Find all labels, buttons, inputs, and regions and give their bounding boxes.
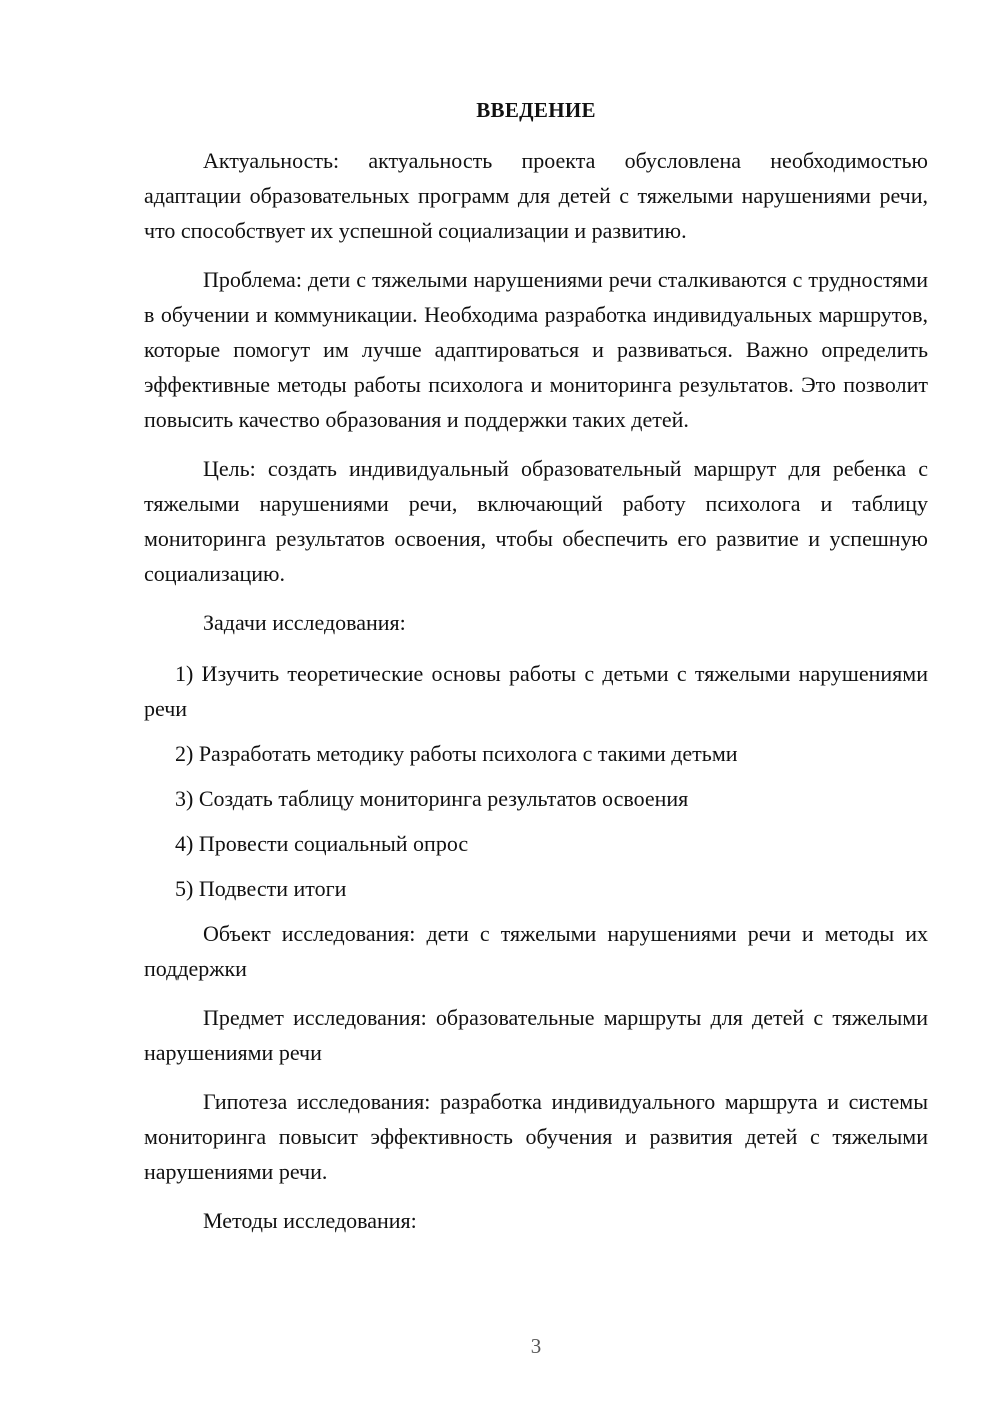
hypothesis-paragraph: Гипотеза исследования: разработка индивидуального маршрута и системы мониторинга повысит эффективность обучения и развития детей с тяжелыми нарушениями речи. bbox=[144, 1089, 928, 1184]
goal-paragraph: Цель: создать индивидуальный образовательный маршрут для ребенка с тяжелыми нарушениями речи, включающий работу психолога и таблицу мониторинга результатов освоения, чтобы обеспечить его развитие и успешную социализацию. bbox=[144, 456, 928, 586]
tasks-heading: Задачи исследования: bbox=[203, 610, 406, 635]
methods-heading: Методы исследования: bbox=[203, 1208, 417, 1233]
relevance-paragraph: Актуальность: актуальность проекта обусловлена необходимостью адаптации образовательных программ для детей с тяжелыми нарушениями речи, что способствует их успешной социализации и развитию. bbox=[144, 148, 928, 243]
task-item: 4) Провести социальный опрос bbox=[175, 831, 469, 856]
task-item: 2) Разработать методику работы психолога с такими детьми bbox=[175, 741, 738, 766]
page-number: 3 bbox=[530, 1334, 542, 1358]
task-item: 1) Изучить теоретические основы работы с детьми с тяжелыми нарушениями речи bbox=[144, 661, 928, 721]
object-paragraph: Объект исследования: дети с тяжелыми нарушениями речи и методы их поддержки bbox=[144, 921, 928, 981]
task-item: 3) Создать таблицу мониторинга результатов освоения bbox=[175, 786, 689, 811]
page-content bbox=[144, 95, 928, 1254]
task-item: 5) Подвести итоги bbox=[175, 876, 347, 901]
subject-paragraph: Предмет исследования: образовательные маршруты для детей с тяжелыми нарушениями речи bbox=[144, 1005, 928, 1065]
section-title: ВВЕДЕНИЕ bbox=[476, 98, 596, 122]
problem-paragraph: Проблема: дети с тяжелыми нарушениями речи сталкиваются с трудностями в обучении и коммуникации. Необходима разработка индивидуальных маршрутов, которые помогут им лучше адаптироваться и развиваться. Важно определить эффективные методы работы психолога и мониторинга результатов. Это позволит повысить качество образования и поддержки таких детей. bbox=[144, 267, 928, 432]
